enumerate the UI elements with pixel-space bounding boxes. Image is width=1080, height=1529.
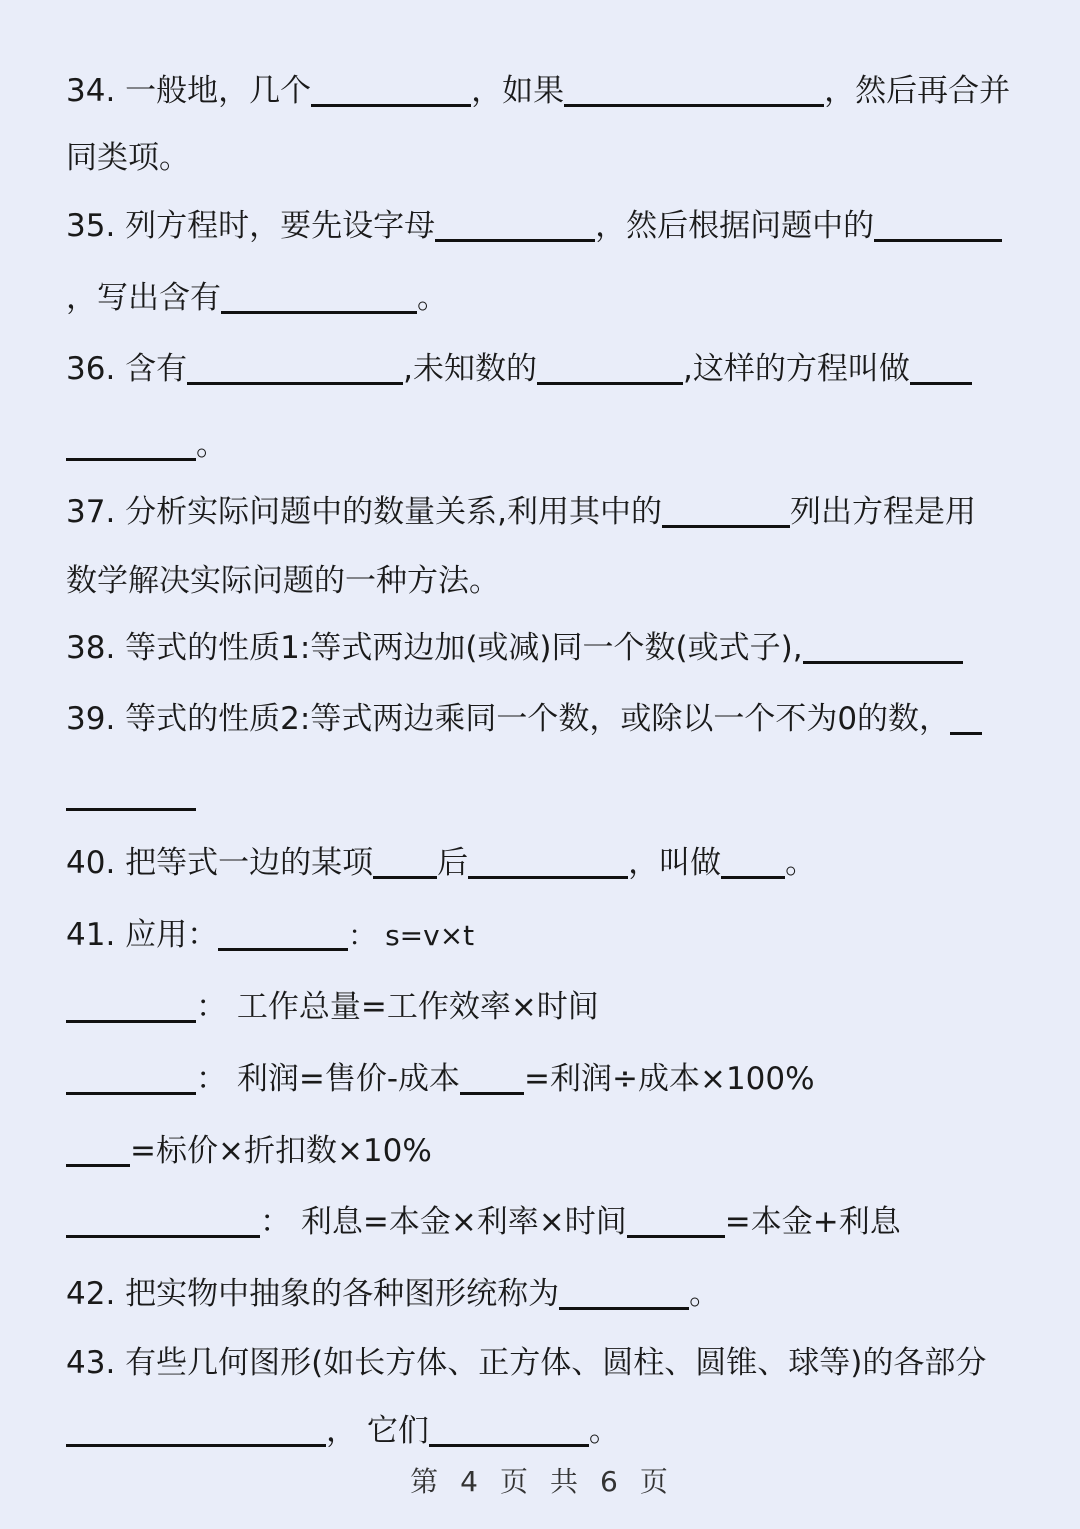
answer-blank[interactable] [66, 986, 196, 1023]
answer-blank[interactable] [662, 491, 790, 528]
question-number: 37. [66, 494, 116, 530]
answer-blank[interactable] [559, 1273, 689, 1310]
question-41-line3 [66, 1058, 1018, 1099]
answer-blank[interactable] [66, 424, 196, 461]
formula-speed: ： s=v×t [348, 919, 475, 952]
question-41-line5 [66, 1201, 1018, 1242]
answer-blank[interactable] [218, 914, 348, 951]
formula-discount: =标价×折扣数×10% [130, 1133, 432, 1169]
formula-profit: ： 利润=售价-成本 [196, 1061, 461, 1097]
question-38: 38. 等式的性质1:等式两边加(或减)同一个数(或式子), [66, 627, 1018, 668]
answer-blank[interactable] [66, 1058, 196, 1095]
question-41-line4 [66, 1130, 1018, 1171]
question-41-line2 [66, 986, 1018, 1027]
question-39: 39. 等式的性质2:等式两边乘同一个数，或除以一个不为0的数， [66, 698, 1018, 739]
question-35-cont: ，写出含有 。 [66, 277, 1018, 318]
answer-blank[interactable] [803, 627, 963, 664]
question-42: 42. 把实物中抽象的各种图形统称为 。 [66, 1273, 1018, 1314]
question-number: 34. [66, 73, 116, 109]
answer-blank[interactable] [721, 842, 785, 879]
question-number: 36. [66, 351, 116, 387]
answer-blank[interactable] [66, 1201, 260, 1238]
answer-blank[interactable] [187, 348, 403, 385]
answer-blank[interactable] [66, 1410, 326, 1447]
question-34: 34. 一般地，几个 ，如果 ，然后再合并 [66, 70, 1018, 111]
answer-blank[interactable] [950, 698, 982, 735]
answer-blank[interactable] [373, 842, 437, 879]
total-pages-number: 6 [600, 1465, 620, 1498]
formula-interest: ： 利息=本金×利率×时间 [260, 1204, 627, 1240]
answer-blank[interactable] [874, 205, 1002, 242]
question-34-cont: 同类项。 [66, 140, 190, 176]
question-36: 36. 含有 ,未知数的 ,这样的方程叫做 [66, 348, 1018, 389]
question-43: 43. 有些几何图形(如长方体、正方体、圆柱、圆锥、球等)的各部分 [66, 1345, 987, 1381]
question-number: 41. [66, 917, 116, 953]
answer-blank[interactable] [537, 348, 683, 385]
question-number: 43. [66, 1345, 116, 1381]
page-footer: 第 4 页 共 6 页 [410, 1465, 670, 1498]
answer-blank[interactable] [66, 1130, 130, 1167]
question-40: 40. 把等式一边的某项 后 ，叫做 。 [66, 842, 1018, 883]
answer-blank[interactable] [910, 348, 972, 385]
answer-blank[interactable] [564, 70, 824, 107]
question-37-cont: 数学解决实际问题的一种方法。 [66, 563, 500, 599]
question-number: 40. [66, 845, 116, 881]
question-35: 35. 列方程时，要先设字母 ，然后根据问题中的 [66, 205, 1018, 246]
formula-work: ： 工作总量=工作效率×时间 [196, 989, 599, 1025]
question-number: 35. [66, 208, 116, 244]
answer-blank[interactable] [429, 1410, 589, 1447]
question-number: 39. [66, 701, 116, 737]
question-37: 37. 分析实际问题中的数量关系,利用其中的 列出方程是用 [66, 491, 1018, 532]
answer-blank[interactable] [627, 1201, 725, 1238]
answer-blank[interactable] [66, 774, 196, 811]
question-43-cont: ， 它们 。 [66, 1410, 1018, 1451]
answer-blank[interactable] [468, 842, 628, 879]
current-page-number: 4 [460, 1465, 480, 1498]
question-39-cont [66, 774, 1018, 815]
formula-profit-rate: =利润÷成本×100% [524, 1061, 815, 1097]
question-41: 41. 应用： ： s=v×t [66, 914, 1018, 956]
answer-blank[interactable] [221, 277, 417, 314]
question-number: 38. [66, 630, 116, 666]
question-number: 42. [66, 1276, 116, 1312]
formula-total: =本金+利息 [724, 1204, 901, 1240]
question-36-cont: 。 [66, 424, 1018, 465]
answer-blank[interactable] [435, 205, 595, 242]
answer-blank[interactable] [311, 70, 471, 107]
answer-blank[interactable] [460, 1058, 524, 1095]
